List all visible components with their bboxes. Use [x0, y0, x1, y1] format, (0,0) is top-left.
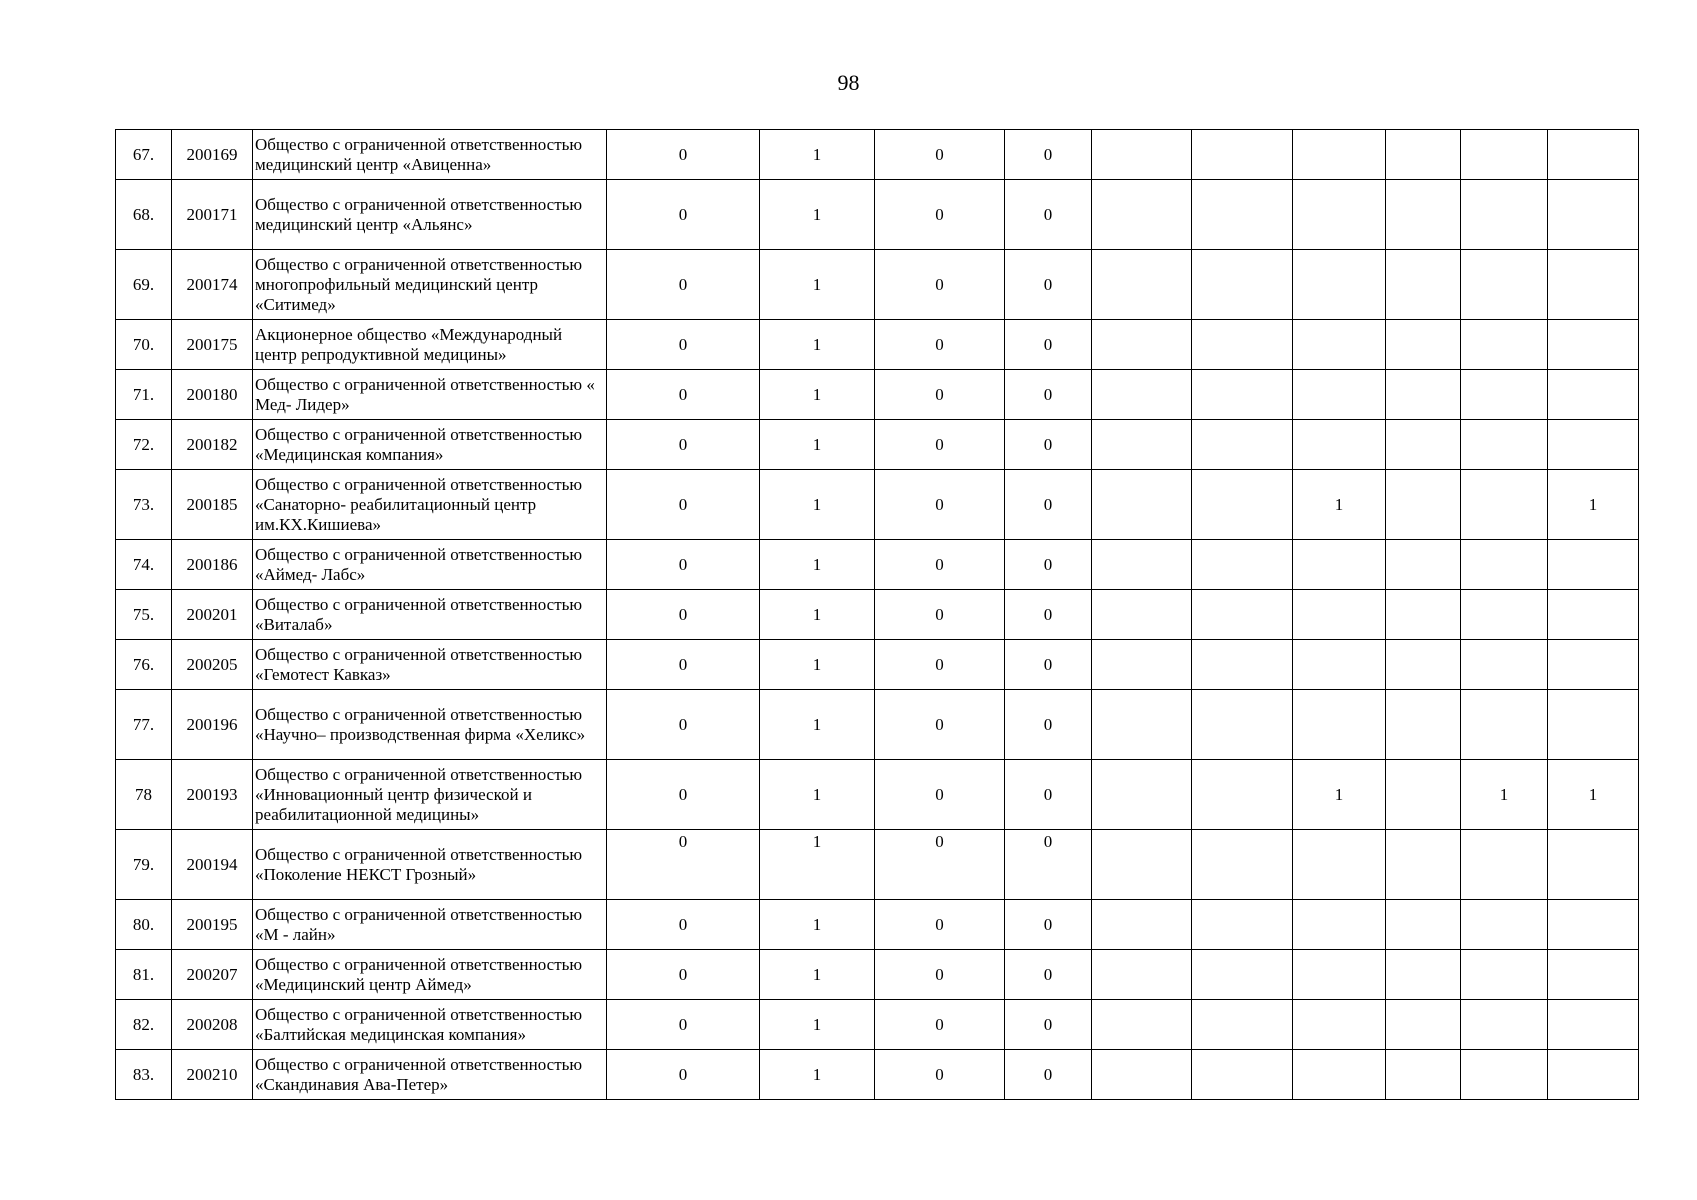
value-cell-10 [1548, 130, 1639, 180]
value-cell-4: 0 [1005, 130, 1092, 180]
value-cell-8 [1386, 250, 1461, 320]
value-cell-10 [1548, 540, 1639, 590]
organization-name: Общество с ограниченной ответственностью «Балтийская медицинская компания» [253, 1000, 607, 1050]
value-cell-2: 1 [760, 1050, 875, 1100]
value-cell-6 [1192, 180, 1293, 250]
value-cell-4: 0 [1005, 640, 1092, 690]
value-cell-8 [1386, 470, 1461, 540]
value-cell-8 [1386, 640, 1461, 690]
value-cell-5 [1092, 320, 1192, 370]
value-cell-9 [1461, 320, 1548, 370]
row-number: 80. [116, 900, 172, 950]
value-cell-10 [1548, 1000, 1639, 1050]
value-cell-9 [1461, 900, 1548, 950]
value-cell-1: 0 [607, 470, 760, 540]
organization-name: Общество с ограниченной ответственностью медицинский центр «Альянс» [253, 180, 607, 250]
value-cell-10 [1548, 320, 1639, 370]
value-cell-2: 1 [760, 180, 875, 250]
value-cell-9 [1461, 180, 1548, 250]
value-cell-9 [1461, 950, 1548, 1000]
value-cell-7 [1293, 180, 1386, 250]
organization-name: Общество с ограниченной ответственностью «Виталаб» [253, 590, 607, 640]
organization-code: 200207 [172, 950, 253, 1000]
value-cell-9 [1461, 590, 1548, 640]
value-cell-8 [1386, 130, 1461, 180]
value-cell-9 [1461, 540, 1548, 590]
value-cell-4: 0 [1005, 950, 1092, 1000]
value-cell-3: 0 [875, 180, 1005, 250]
value-cell-1: 0 [607, 540, 760, 590]
value-cell-4: 0 [1005, 250, 1092, 320]
table-row [116, 1050, 1639, 1100]
value-cell-4: 0 [1005, 690, 1092, 760]
value-cell-3: 0 [875, 690, 1005, 760]
value-cell-9 [1461, 130, 1548, 180]
value-cell-3: 0 [875, 420, 1005, 470]
value-cell-6 [1192, 1050, 1293, 1100]
value-cell-7: 1 [1293, 760, 1386, 830]
organization-name: Общество с ограниченной ответственностью «Медицинский центр Аймед» [253, 950, 607, 1000]
value-cell-3: 0 [875, 130, 1005, 180]
value-cell-10 [1548, 900, 1639, 950]
value-cell-10 [1548, 690, 1639, 760]
value-cell-3: 0 [875, 1000, 1005, 1050]
value-cell-5 [1092, 950, 1192, 1000]
row-number: 71. [116, 370, 172, 420]
value-cell-3: 0 [875, 1050, 1005, 1100]
value-cell-1: 0 [607, 590, 760, 640]
value-cell-3: 0 [875, 540, 1005, 590]
organization-name: Общество с ограниченной ответственностью « Мед- Лидер» [253, 370, 607, 420]
row-number: 79. [116, 830, 172, 900]
value-cell-7 [1293, 640, 1386, 690]
value-cell-5 [1092, 540, 1192, 590]
organization-name: Общество с ограниченной ответственностью «Научно– производственная фирма «Хеликс» [253, 690, 607, 760]
value-cell-9: 1 [1461, 760, 1548, 830]
value-cell-10 [1548, 180, 1639, 250]
value-cell-3: 0 [875, 470, 1005, 540]
table-row [116, 640, 1639, 690]
table-row [116, 1000, 1639, 1050]
value-cell-2: 1 [760, 470, 875, 540]
value-cell-10 [1548, 1050, 1639, 1100]
value-cell-6 [1192, 470, 1293, 540]
value-cell-7 [1293, 540, 1386, 590]
value-cell-8 [1386, 1050, 1461, 1100]
value-cell-8 [1386, 690, 1461, 760]
value-cell-7 [1293, 1050, 1386, 1100]
table-row [116, 370, 1639, 420]
table-row [116, 420, 1639, 470]
value-cell-10 [1548, 250, 1639, 320]
value-cell-4: 0 [1005, 320, 1092, 370]
row-number: 75. [116, 590, 172, 640]
organization-code: 200174 [172, 250, 253, 320]
registry-body [116, 130, 1639, 1100]
value-cell-2: 1 [760, 830, 875, 900]
value-cell-10 [1548, 420, 1639, 470]
value-cell-5 [1092, 900, 1192, 950]
value-cell-3: 0 [875, 900, 1005, 950]
value-cell-6 [1192, 1000, 1293, 1050]
value-cell-6 [1192, 950, 1293, 1000]
value-cell-7 [1293, 320, 1386, 370]
row-number: 72. [116, 420, 172, 470]
value-cell-7 [1293, 900, 1386, 950]
value-cell-4: 0 [1005, 540, 1092, 590]
value-cell-9 [1461, 1050, 1548, 1100]
table-row [116, 830, 1639, 900]
value-cell-8 [1386, 180, 1461, 250]
value-cell-7 [1293, 830, 1386, 900]
table-row [116, 590, 1639, 640]
value-cell-9 [1461, 690, 1548, 760]
table-row [116, 180, 1639, 250]
value-cell-3: 0 [875, 950, 1005, 1000]
value-cell-1: 0 [607, 320, 760, 370]
value-cell-8 [1386, 320, 1461, 370]
value-cell-6 [1192, 540, 1293, 590]
value-cell-4: 0 [1005, 590, 1092, 640]
value-cell-7 [1293, 690, 1386, 760]
row-number: 83. [116, 1050, 172, 1100]
value-cell-2: 1 [760, 320, 875, 370]
value-cell-7 [1293, 130, 1386, 180]
table-row [116, 320, 1639, 370]
value-cell-3: 0 [875, 830, 1005, 900]
value-cell-4: 0 [1005, 470, 1092, 540]
value-cell-8 [1386, 760, 1461, 830]
value-cell-9 [1461, 250, 1548, 320]
organization-code: 200180 [172, 370, 253, 420]
value-cell-6 [1192, 760, 1293, 830]
value-cell-8 [1386, 950, 1461, 1000]
value-cell-5 [1092, 250, 1192, 320]
value-cell-1: 0 [607, 250, 760, 320]
value-cell-9 [1461, 640, 1548, 690]
value-cell-4: 0 [1005, 830, 1092, 900]
value-cell-1: 0 [607, 690, 760, 760]
table-row [116, 470, 1639, 540]
value-cell-5 [1092, 470, 1192, 540]
value-cell-6 [1192, 640, 1293, 690]
value-cell-5 [1092, 830, 1192, 900]
value-cell-10: 1 [1548, 470, 1639, 540]
organization-code: 200169 [172, 130, 253, 180]
row-number: 69. [116, 250, 172, 320]
value-cell-3: 0 [875, 250, 1005, 320]
value-cell-3: 0 [875, 590, 1005, 640]
value-cell-2: 1 [760, 760, 875, 830]
value-cell-1: 0 [607, 760, 760, 830]
value-cell-6 [1192, 420, 1293, 470]
value-cell-7 [1293, 250, 1386, 320]
value-cell-4: 0 [1005, 370, 1092, 420]
registry-table [115, 129, 1639, 1100]
value-cell-6 [1192, 320, 1293, 370]
row-number: 73. [116, 470, 172, 540]
value-cell-5 [1092, 1050, 1192, 1100]
value-cell-3: 0 [875, 760, 1005, 830]
table-row [116, 250, 1639, 320]
table-row [116, 900, 1639, 950]
row-number: 76. [116, 640, 172, 690]
value-cell-1: 0 [607, 950, 760, 1000]
value-cell-2: 1 [760, 640, 875, 690]
value-cell-3: 0 [875, 640, 1005, 690]
organization-code: 200185 [172, 470, 253, 540]
value-cell-6 [1192, 690, 1293, 760]
value-cell-8 [1386, 540, 1461, 590]
organization-name: Общество с ограниченной ответственностью «Поколение НЕКСТ Грозный» [253, 830, 607, 900]
organization-name: Общество с ограниченной ответственностью медицинский центр «Авиценна» [253, 130, 607, 180]
organization-code: 200195 [172, 900, 253, 950]
organization-name: Общество с ограниченной ответственностью «Инновационный центр физической и реабилитационной медицины» [253, 760, 607, 830]
value-cell-7 [1293, 370, 1386, 420]
value-cell-5 [1092, 370, 1192, 420]
table-row [116, 540, 1639, 590]
value-cell-1: 0 [607, 180, 760, 250]
value-cell-8 [1386, 590, 1461, 640]
value-cell-6 [1192, 370, 1293, 420]
row-number: 78 [116, 760, 172, 830]
row-number: 74. [116, 540, 172, 590]
value-cell-10 [1548, 590, 1639, 640]
value-cell-1: 0 [607, 1000, 760, 1050]
value-cell-1: 0 [607, 130, 760, 180]
value-cell-6 [1192, 590, 1293, 640]
value-cell-5 [1092, 420, 1192, 470]
organization-code: 200196 [172, 690, 253, 760]
value-cell-4: 0 [1005, 1000, 1092, 1050]
value-cell-8 [1386, 1000, 1461, 1050]
row-number: 81. [116, 950, 172, 1000]
value-cell-2: 1 [760, 420, 875, 470]
row-number: 77. [116, 690, 172, 760]
value-cell-1: 0 [607, 370, 760, 420]
value-cell-5 [1092, 760, 1192, 830]
value-cell-9 [1461, 1000, 1548, 1050]
value-cell-10: 1 [1548, 760, 1639, 830]
value-cell-5 [1092, 130, 1192, 180]
value-cell-8 [1386, 420, 1461, 470]
value-cell-6 [1192, 830, 1293, 900]
table-row [116, 950, 1639, 1000]
value-cell-2: 1 [760, 900, 875, 950]
value-cell-7 [1293, 950, 1386, 1000]
value-cell-2: 1 [760, 130, 875, 180]
organization-code: 200186 [172, 540, 253, 590]
value-cell-8 [1386, 370, 1461, 420]
value-cell-3: 0 [875, 370, 1005, 420]
value-cell-6 [1192, 900, 1293, 950]
value-cell-9 [1461, 370, 1548, 420]
value-cell-9 [1461, 470, 1548, 540]
value-cell-1: 0 [607, 420, 760, 470]
value-cell-2: 1 [760, 540, 875, 590]
value-cell-2: 1 [760, 250, 875, 320]
organization-code: 200201 [172, 590, 253, 640]
value-cell-9 [1461, 830, 1548, 900]
value-cell-3: 0 [875, 320, 1005, 370]
value-cell-4: 0 [1005, 420, 1092, 470]
organization-name: Общество с ограниченной ответственностью «Медицинская компания» [253, 420, 607, 470]
value-cell-2: 1 [760, 370, 875, 420]
row-number: 68. [116, 180, 172, 250]
value-cell-10 [1548, 950, 1639, 1000]
organization-code: 200171 [172, 180, 253, 250]
row-number: 67. [116, 130, 172, 180]
value-cell-10 [1548, 830, 1639, 900]
value-cell-2: 1 [760, 1000, 875, 1050]
value-cell-4: 0 [1005, 180, 1092, 250]
value-cell-4: 0 [1005, 900, 1092, 950]
organization-code: 200175 [172, 320, 253, 370]
organization-name: Общество с ограниченной ответственностью «М - лайн» [253, 900, 607, 950]
organization-code: 200194 [172, 830, 253, 900]
value-cell-7 [1293, 1000, 1386, 1050]
organization-name: Общество с ограниченной ответственностью «Скандинавия Ава-Петер» [253, 1050, 607, 1100]
row-number: 82. [116, 1000, 172, 1050]
organization-code: 200205 [172, 640, 253, 690]
value-cell-2: 1 [760, 950, 875, 1000]
value-cell-4: 0 [1005, 1050, 1092, 1100]
value-cell-6 [1192, 250, 1293, 320]
value-cell-4: 0 [1005, 760, 1092, 830]
value-cell-5 [1092, 690, 1192, 760]
organization-code: 200193 [172, 760, 253, 830]
value-cell-5 [1092, 180, 1192, 250]
organization-code: 200182 [172, 420, 253, 470]
value-cell-7 [1293, 420, 1386, 470]
value-cell-8 [1386, 830, 1461, 900]
table-row [116, 760, 1639, 830]
value-cell-7: 1 [1293, 470, 1386, 540]
page-number: 98 [837, 70, 860, 95]
row-number: 70. [116, 320, 172, 370]
value-cell-2: 1 [760, 590, 875, 640]
organization-code: 200208 [172, 1000, 253, 1050]
organization-name: Акционерное общество «Международный центр репродуктивной медицины» [253, 320, 607, 370]
value-cell-9 [1461, 420, 1548, 470]
organization-name: Общество с ограниченной ответственностью «Гемотест Кавказ» [253, 640, 607, 690]
value-cell-5 [1092, 590, 1192, 640]
value-cell-1: 0 [607, 830, 760, 900]
value-cell-10 [1548, 370, 1639, 420]
value-cell-2: 1 [760, 690, 875, 760]
value-cell-8 [1386, 900, 1461, 950]
value-cell-5 [1092, 1000, 1192, 1050]
table-row [116, 690, 1639, 760]
value-cell-10 [1548, 640, 1639, 690]
table-row [116, 130, 1639, 180]
value-cell-6 [1192, 130, 1293, 180]
organization-name: Общество с ограниченной ответственностью многопрофильный медицинский центр «Ситимед» [253, 250, 607, 320]
organization-name: Общество с ограниченной ответственностью «Санаторно- реабилитационный центр им.КХ.Кишиева» [253, 470, 607, 540]
value-cell-1: 0 [607, 900, 760, 950]
organization-code: 200210 [172, 1050, 253, 1100]
value-cell-7 [1293, 590, 1386, 640]
value-cell-1: 0 [607, 640, 760, 690]
value-cell-5 [1092, 640, 1192, 690]
organization-name: Общество с ограниченной ответственностью «Аймед- Лабс» [253, 540, 607, 590]
value-cell-1: 0 [607, 1050, 760, 1100]
